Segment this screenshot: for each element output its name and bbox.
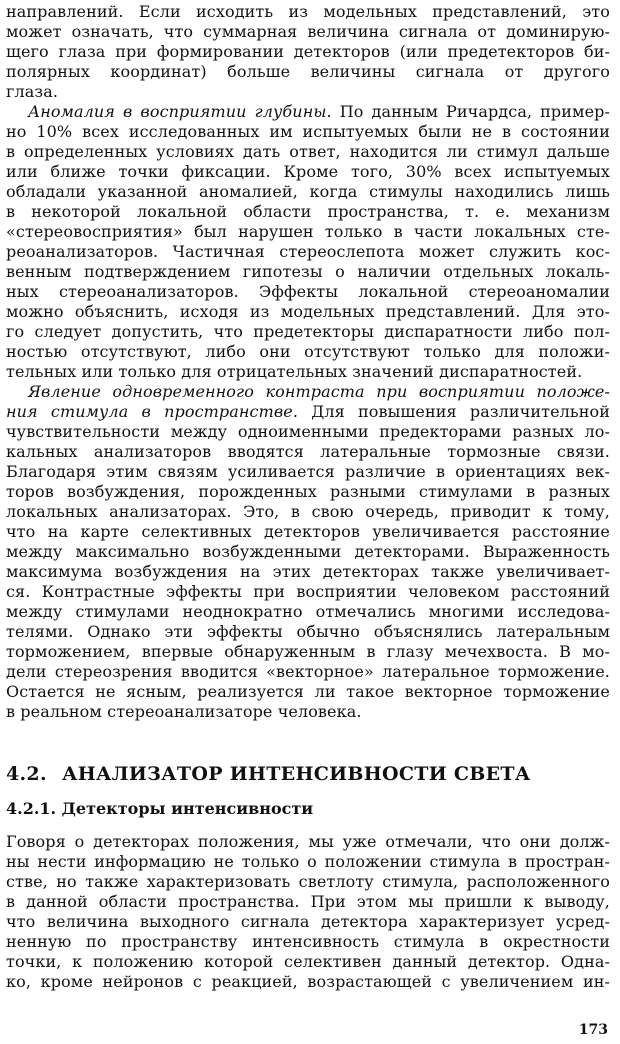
italic-lead-line: Явление одновременного контраста при восприятии положе- (28, 382, 610, 401)
text-line: между стимулами неоднократно отмечались многими исследова- (6, 602, 610, 621)
paragraph-line (6, 402, 610, 422)
text-line: реоанализаторов. Частичная стереослепота может служить кос- (6, 242, 610, 261)
text-line: ностью отсутствуют, либо они отсутствуют только для положи- (6, 342, 610, 361)
text-line: направлений. Если исходить из модельных представлений, это (6, 2, 610, 21)
text-span: По данным Ричардса, пример- (331, 102, 610, 121)
text-line: го следует допустить, что предетекторы диспаратности либо пол- (6, 322, 610, 341)
text-line: что величина выходного сигнала детектора характеризует усред- (6, 912, 610, 931)
text-line: щего глаза при формировании детекторов (или предетекторов би- (6, 42, 610, 61)
text-line: венным подтверждением гипотезы о наличии отдельных локаль- (6, 262, 610, 281)
section-number: 4.2. (6, 763, 47, 785)
text-line: Остается не ясным, реализуется ли такое векторное торможение (6, 682, 610, 701)
text-line: дели стереозрения вводится «векторное» латеральное торможение. (6, 662, 610, 681)
text-line: ных стереоанализаторов. Эффекты локальной стереоаномалии (6, 282, 610, 301)
text-line: может означать, что суммарная величина сигнала от доминирую- (6, 22, 610, 41)
italic-lead: Аномалия в восприятии глубины. (28, 102, 332, 121)
text-line: ся. Контрастные эффекты при восприятии человеком расстояний (6, 582, 610, 601)
paragraph-first-line (6, 102, 610, 122)
section-title: АНАЛИЗАТОР ИНТЕНСИВНОСТИ СВЕТА (62, 763, 531, 785)
text-line: чувствительности между одноименными предекторами разных ло- (6, 422, 610, 441)
text-line: Говоря о детекторах положения, мы уже отмечали, что они долж- (6, 832, 610, 851)
text-line: «стереовосприятия» был нарушен только в части локальных сте- (6, 222, 610, 241)
text-line: ны нести информацию не только о положении стимула в простран- (6, 852, 610, 871)
text-line: точки, к положению которой селективен данный детектор. Одна- (6, 952, 610, 971)
text-line: тельных или только для отрицательных значений диспаратностей. (6, 362, 583, 381)
text-line: телями. Однако эти эффекты обычно объяснялись латеральным (6, 622, 610, 641)
section-heading (6, 762, 610, 786)
text-span: Для повышения различительной (298, 402, 610, 421)
text-line: в некоторой локальной области пространства, т. е. механизм (6, 202, 610, 221)
text-line: обладали указанной аномалией, когда стимулы находились лишь (6, 182, 610, 201)
text-line: полярных координат) больше величины сигнала от другого (6, 62, 610, 81)
text-line: локальных анализаторах. Это, в свою очередь, приводит к тому, (6, 502, 610, 521)
text-line: или ближе точки фиксации. Кроме того, 30% всех испытуемых (6, 162, 610, 181)
text-line: в данной области пространства. При этом мы пришли к выводу, (6, 892, 610, 911)
text-line: торов возбуждения, порожденных разными стимулами в разных (6, 482, 610, 501)
text-line: ненную по пространству интенсивность стимула в окрестности (6, 932, 610, 951)
text-line: но 10% всех исследованных им испытуемых были не в состоянии (6, 122, 610, 141)
subsection-heading: 4.2.1. Детекторы интенсивности (6, 799, 314, 818)
page-number: 173 (578, 1022, 608, 1038)
text-line: максимума возбуждения на этих детекторах также увеличивает- (6, 562, 610, 581)
text-line: кальных анализаторов вводятся латеральные тормозные связи. (6, 442, 610, 461)
text-line: можно объяснить, исходя из модельных представлений. Для это- (6, 302, 610, 321)
text-line: в определенных условиях дать ответ, находится ли стимул дальше (6, 142, 610, 161)
text-line: что на карте селективных детекторов увеличивается расстояние (6, 522, 610, 541)
text-line: Благодаря этим связям усиливается различие в ориентациях век- (6, 462, 610, 481)
italic-lead: ния стимула в пространстве. (6, 402, 299, 421)
text-line: стве, но также характеризовать светлоту стимула, расположенного (6, 872, 610, 891)
text-line: глаза. (6, 82, 59, 101)
text-line: торможением, впервые обнаруженным в глазу мечехвоста. В мо- (6, 642, 610, 661)
text-line: в реальном стереоанализаторе человека. (6, 702, 362, 721)
text-line: ко, кроме нейронов с реакцией, возрастающей с увеличением ин- (6, 972, 610, 991)
text-line: между максимально возбужденными детекторами. Выраженность (6, 542, 610, 561)
